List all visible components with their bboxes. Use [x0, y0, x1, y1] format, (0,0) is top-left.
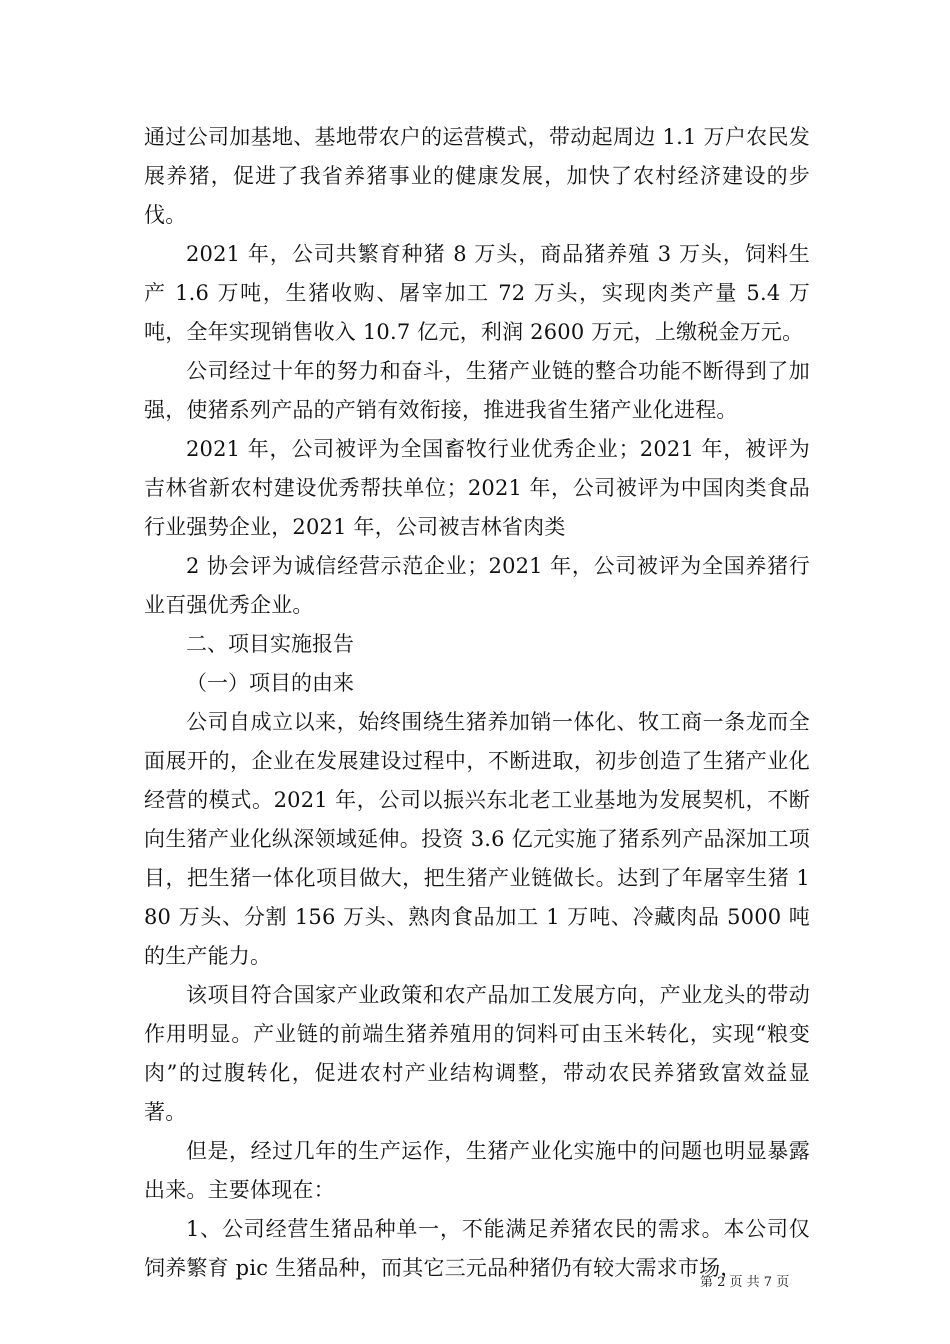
- paragraph-problems-intro: 但是，经过几年的生产运作，生猪产业化实施中的问题也明显暴露出来。主要体现在：: [144, 1139, 810, 1202]
- paragraph-continuation: 通过公司加基地、基地带农户的运营模式，带动起周边 1.1 万户农民发展养猪，促进了我省养猪事业的健康发展，加快了农村经济建设的步伐。: [144, 125, 810, 227]
- document-body: [144, 118, 810, 1288]
- paragraph-awards: 2021 年，公司被评为全国畜牧行业优秀企业；2021 年，被评为吉林省新农村建设优秀帮扶单位；2021 年，公司被评为中国肉类食品行业强势企业，2021 年，公司被吉林省肉类: [144, 437, 810, 539]
- section-heading-project-report: 二、项目实施报告: [186, 632, 354, 656]
- subsection-heading-project-origin: （一）项目的由来: [186, 671, 354, 695]
- page-number-footer: 第 2 页 共 7 页: [700, 1275, 790, 1290]
- paragraph-policy-alignment: 该项目符合国家产业政策和农产品加工发展方向，产业龙头的带动作用明显。产业链的前端生猪养殖用的饲料可由玉米转化，实现“粮变肉”的过腹转化，促进农村产业结构调整，带动农民养猪致富效益显著。: [144, 983, 810, 1124]
- paragraph-industry-chain: 公司经过十年的努力和奋斗，生猪产业链的整合功能不断得到了加强，使猪系列产品的产销有效衔接，推进我省生猪产业化进程。: [144, 359, 810, 422]
- paragraph-awards-continued: 2 协会评为诚信经营示范企业；2021 年，公司被评为全国养猪行业百强优秀企业。: [144, 554, 810, 617]
- paragraph-production-stats: 2021 年，公司共繁育种猪 8 万头，商品猪养殖 3 万头，饲料生产 1.6 万吨，生猪收购、屠宰加工 72 万头，实现肉类产量 5.4 万吨，全年实现销售收入 10.7 亿元，利润 2600 万元，上缴税金万元。: [144, 242, 810, 344]
- paragraph-project-origin: 公司自成立以来，始终围绕生猪养加销一体化、牧工商一条龙而全面展开的，企业在发展建设过程中，不断进取，初步创造了生猪产业化经营的模式。2021 年，公司以振兴东北老工业基地为发展契机，不断向生猪产业化纵深领域延伸。投资 3.6 亿元实施了猪系列产品深加工项目，把生猪一体化项目做大，把生猪产业链做长。达到了年屠宰生猪 180 万头、分割 156 万头、熟肉食品加工 1 万吨、冷藏肉品 5000 吨的生产能力。: [144, 710, 810, 968]
- paragraph-problem-one: 1、公司经营生猪品种单一，不能满足养猪农民的需求。本公司仅饲养繁育 pic 生猪品种，而其它三元品种猪仍有较大需求市场，: [144, 1217, 810, 1280]
